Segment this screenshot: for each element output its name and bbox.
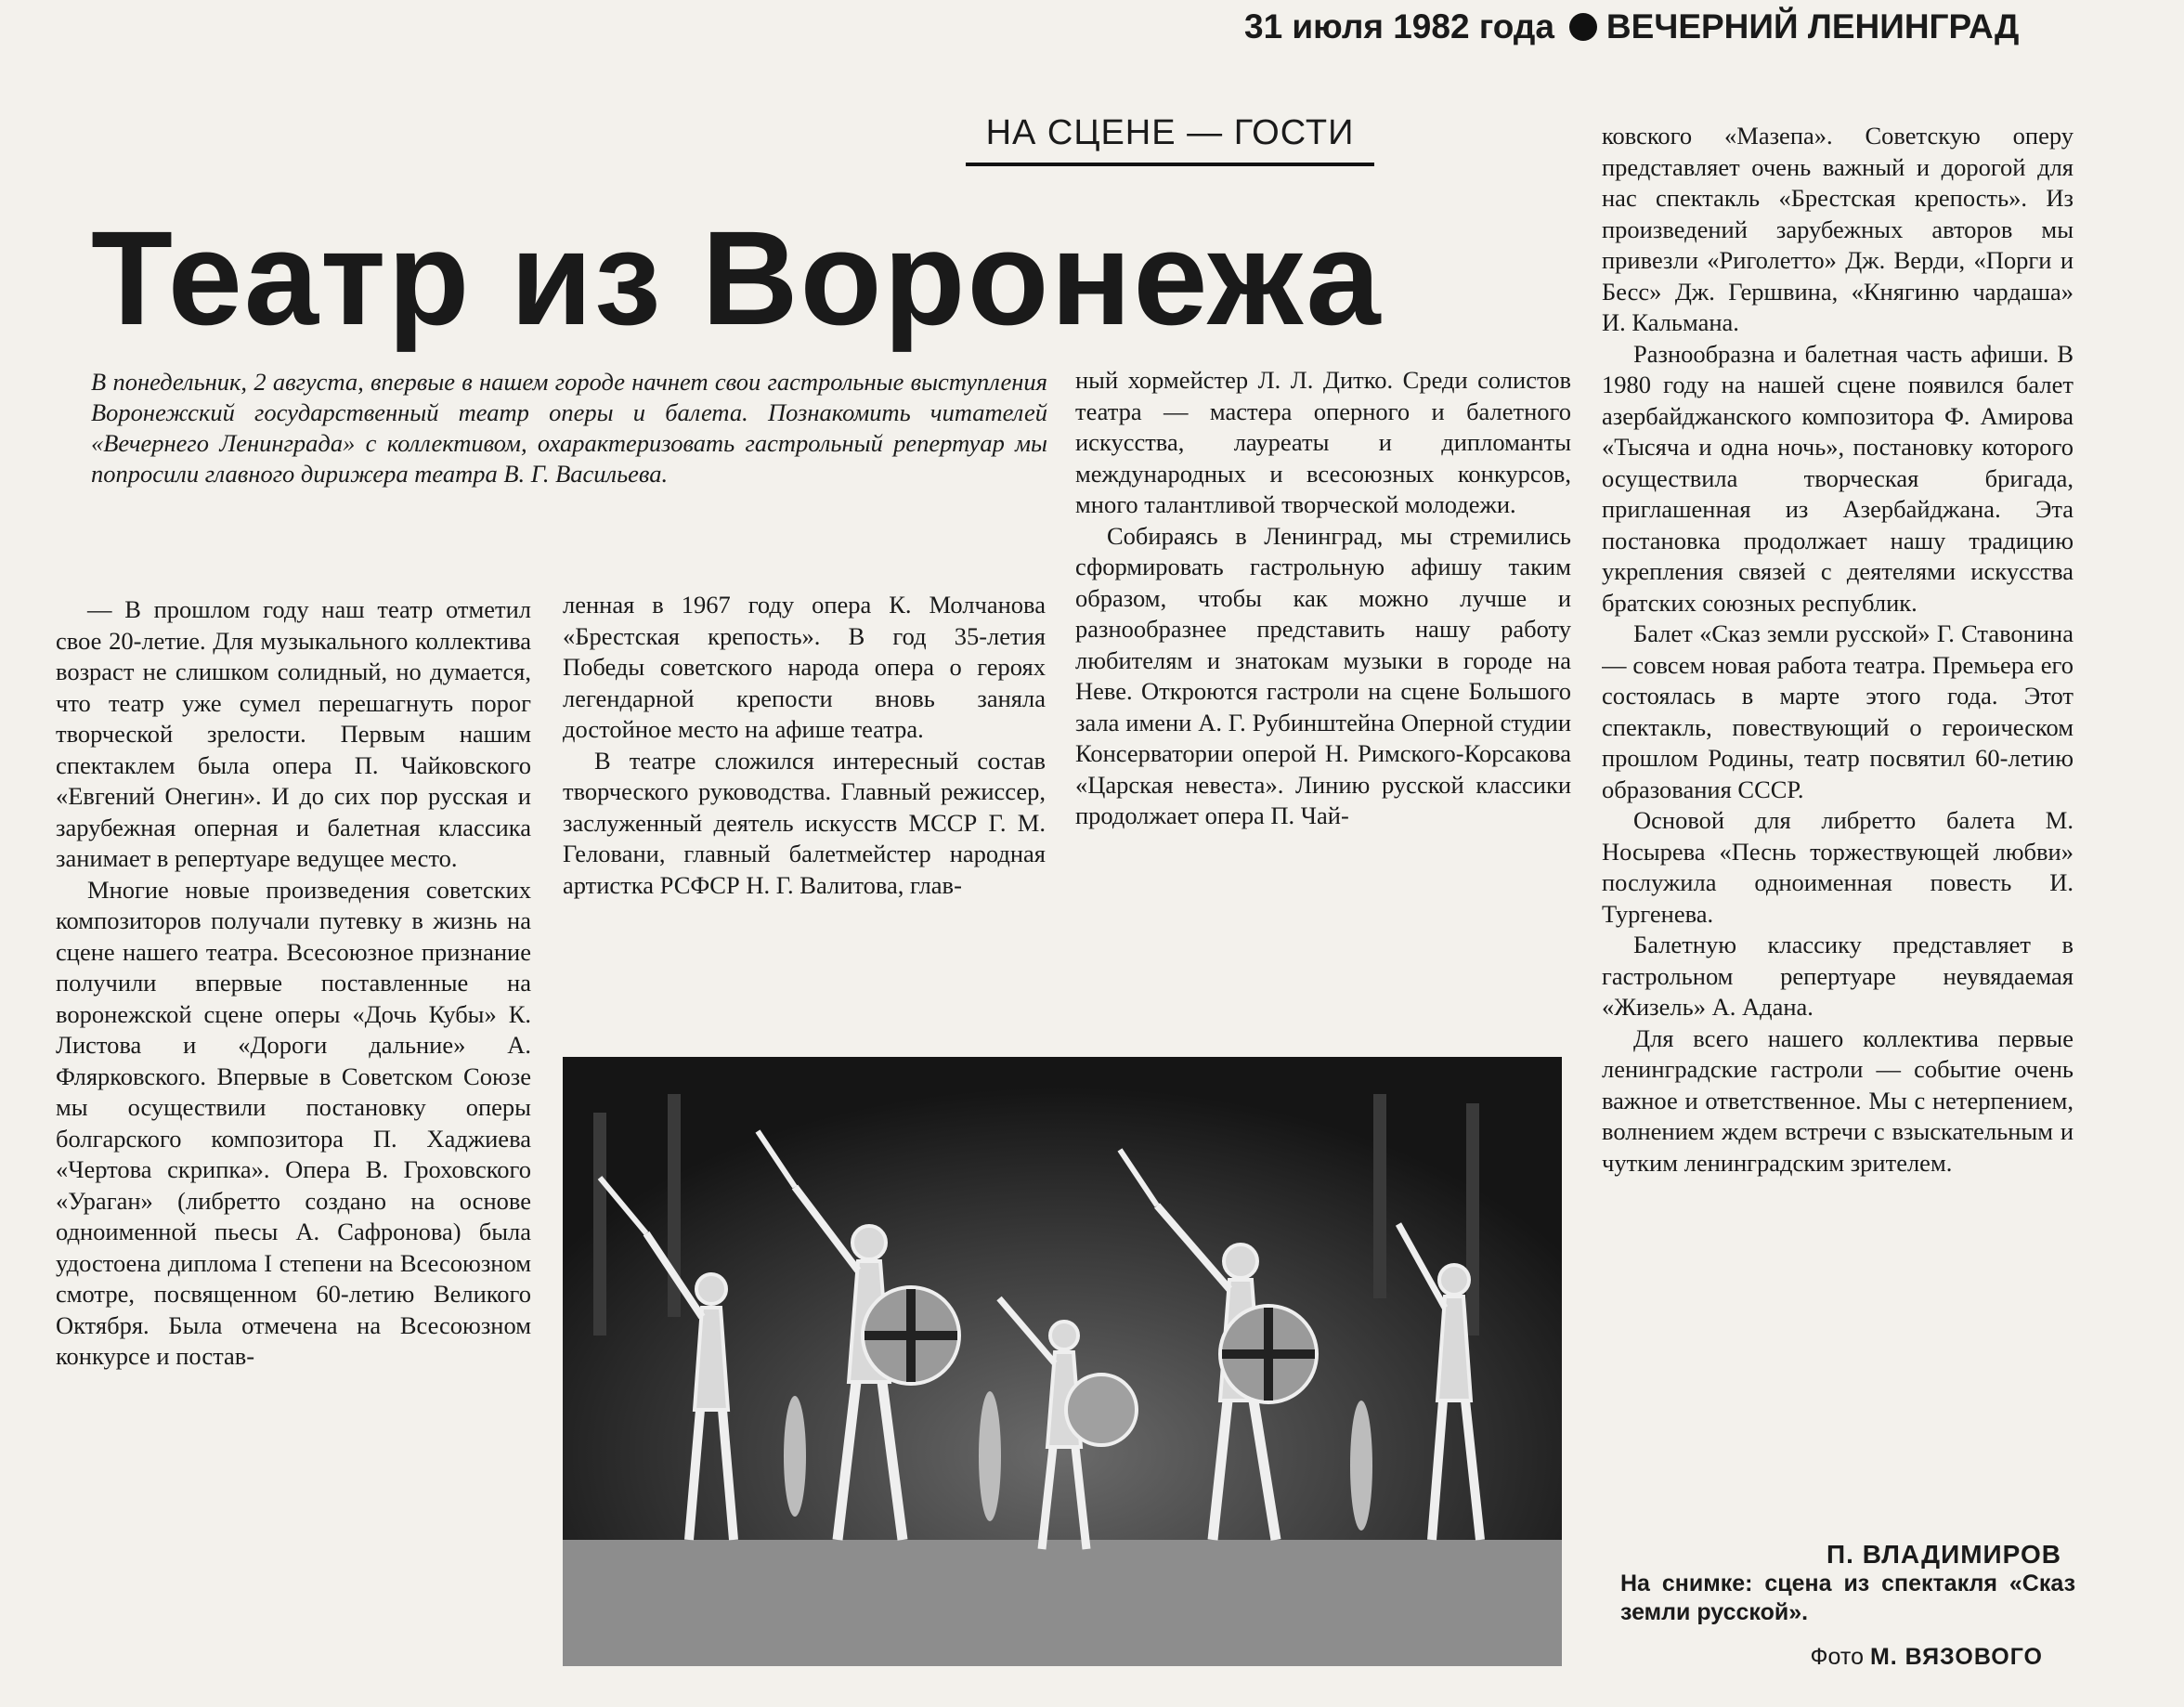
photo-credit-name: М. ВЯЗОВОГО xyxy=(1869,1644,2043,1670)
paragraph: ленная в 1967 году опера К. Молчанова «Брестская крепость». В год 35-летия Победы советского народа опера о героях легендарной крепости вновь заняла достойное место на афише театра. xyxy=(563,591,1046,743)
masthead xyxy=(1244,7,2108,54)
lead-paragraph: В понедельник, 2 августа, впервые в нашем городе начнет свои гастрольные выступления Воронежский государственный театр оперы и балета. Познакомить читателей «Вечернего Ленинграда» с коллективом, охарактеризовать гастрольный репертуар мы попросили главного дирижера театра В. Г. Васильева. xyxy=(91,368,1047,488)
paragraph: В театре сложился интересный состав творческого руководства. Главный режиссер, заслуженный деятель искусств МССР Г. М. Геловани, главный балетмейстер народная артистка РСФСР Н. Г. Валитова, глав- xyxy=(563,746,1046,899)
paragraph: Многие новые произведения советских композиторов получали путевку в жизнь на сцене нашего театра. Всесоюзное признание получили впервые поставленные на воронежской сцене оперы «Дочь Кубы» К. Листова и «Дороги дальние» А. Флярковского. Впервые в Советском Союзе мы осуществили постановку оперы болгарского композитора П. Хаджиева «Чертова скрипка». Опера В. Гроховского «Ураган» (либретто создано на основе одноименной пьесы А. Сафронова) была удостоена диплома I степени на Всесоюзном смотре, посвященном 60-летию Великого Октября. Была отмечена на Всесоюзном конкурсе и постав- xyxy=(56,875,531,1370)
paragraph: Для всего нашего коллектива первые ленинградские гастроли — событие очень важное и ответственное. Мы с нетерпением, волнением ждем встречи с взыскательным и чутким ленинградским зрителем. xyxy=(1602,1023,2074,1177)
photo-credit-label: Фото xyxy=(1810,1644,1864,1670)
issue-date: 31 июля 1982 года xyxy=(1244,7,1554,46)
column-1 xyxy=(56,594,531,1681)
ballet-scene-illustration xyxy=(563,1057,1562,1666)
paragraph: Балетную классику представляет в гастрольном репертуаре неувядаемая «Жизель» А. Адана. xyxy=(1602,931,2074,1021)
paragraph: ковского «Мазепа». Советскую оперу представляет очень важный и дорогой для нас спектакль «Брестская крепость». Из произведений зарубежных авторов мы привезли «Риголетто» Дж. Верди, «Порги и Бесс» Дж. Гершвина, «Княгиню чардаша» И. Кальмана. xyxy=(1602,122,2074,336)
photo-caption: На снимке: сцена из спектакля «Сказ земли русской». xyxy=(1620,1570,2075,1625)
paragraph: Разнообразна и балетная часть афиши. В 1980 году на нашей сцене появился балет азербайджанского композитора Ф. Амирова «Тысяча и одна ночь», постановку которого осуществила творческая бригада, приглашенная из Азербайджана. Эта постановка продолжает нашу традицию укрепления связей с деятелями искусства братских союзных республик. xyxy=(1602,339,2074,617)
paragraph: ный хормейстер Л. Л. Дитко. Среди солистов театра — мастера оперного и балетного искусства, лауреаты и дипломанты международных и всесоюзных конкурсов, много талантливой творческой молодежи. xyxy=(1075,366,1571,518)
rubric: НА СЦЕНЕ — ГОСТИ xyxy=(966,113,1374,166)
column-4 xyxy=(1602,121,2074,1514)
column-3 xyxy=(1075,365,1571,1034)
author-signature: П. ВЛАДИМИРОВ xyxy=(1826,1540,2061,1569)
column-2 xyxy=(563,590,1046,1045)
paragraph: Собираясь в Ленинград, мы стремились сформировать гастрольную афишу таким образом, чтобы как можно лучше и разнообразнее представить нашу работу любителям и знатокам музыки в городе на Неве. Откроются гастроли на сцене Большого зала имени А. Г. Рубинштейна Оперной студии Консерватории оперой Н. Римского-Корсакова «Царская невеста». Линию русской классики продолжает опера П. Чай- xyxy=(1075,521,1571,829)
paragraph: — В прошлом году наш театр отметил свое 20-летие. Для музыкального коллектива возраст не слишком солидный, но думается, что театр уже сумел перешагнуть порог творческой зрелости. Первым нашим спектаклем была опера П. Чайковского «Евгений Онегин». И до сих пор русская и зарубежная оперная и балетная классика занимает в репертуаре ведущее место. xyxy=(56,595,531,872)
headline: Театр из Воронежа xyxy=(91,203,1383,353)
newspaper-name: ВЕЧЕРНИЙ ЛЕНИНГРАД xyxy=(1606,7,2020,46)
ballet-photo xyxy=(563,1057,1562,1666)
photo-credit xyxy=(1746,1644,2043,1671)
paragraph: Основой для либретто балета М. Носырева «Песнь торжествующей любви» послужила одноименная повесть И. Тургенева. xyxy=(1602,806,2074,928)
bullet-dot-icon xyxy=(1569,13,1597,41)
paragraph: Балет «Сказ земли русской» Г. Ставонина — совсем новая работа театра. Премьера его состоялась в марте этого года. Этот спектакль, повествующий о героическом прошлом Родины, театр посвятил 60-летию образования СССР. xyxy=(1602,619,2074,803)
